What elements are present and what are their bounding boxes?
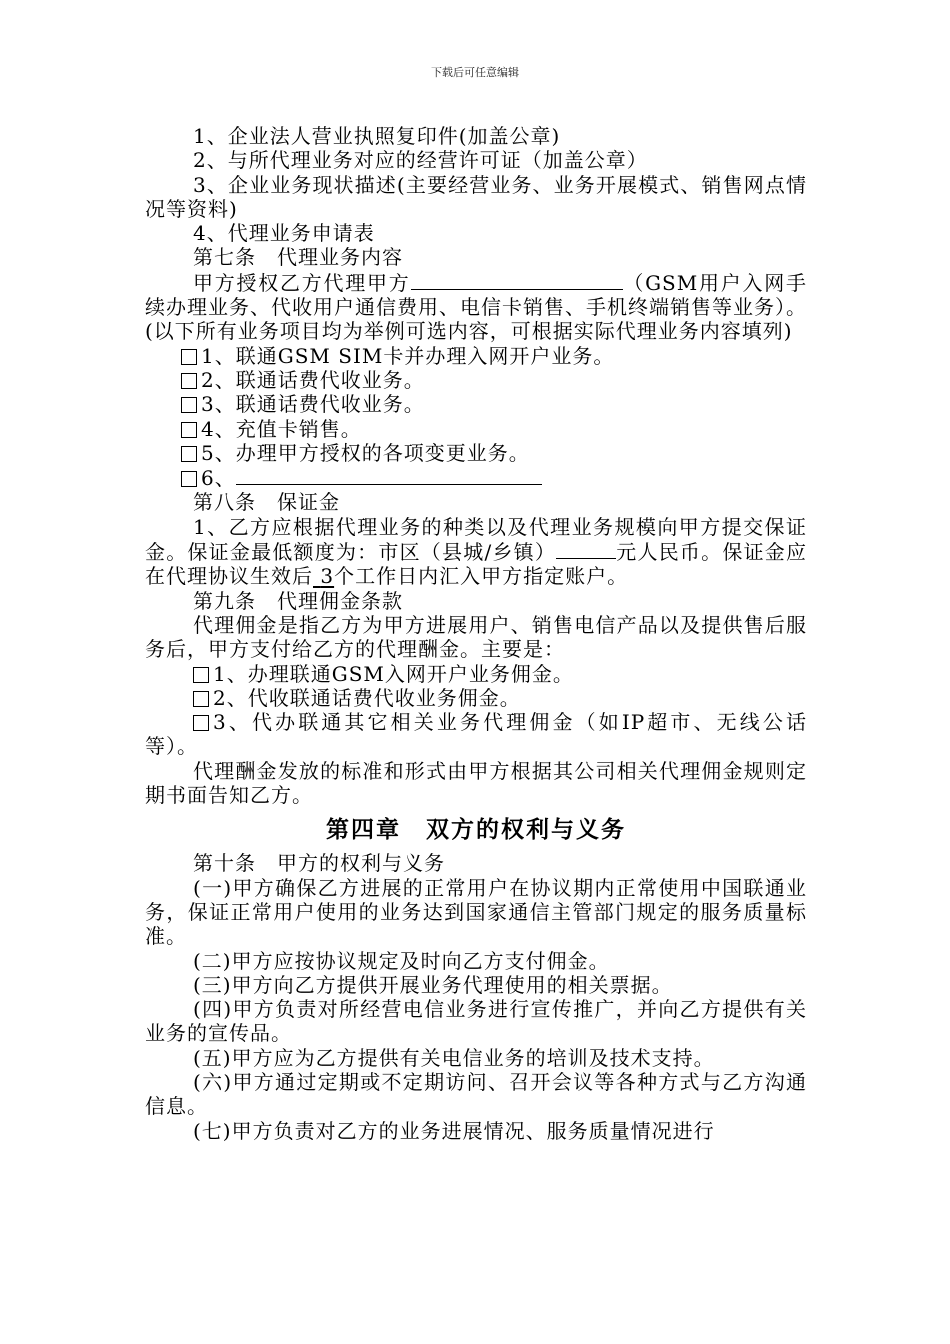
checkbox-icon (193, 691, 209, 707)
underlined-value (313, 564, 334, 588)
checkbox-label: 6、 (201, 466, 236, 491)
article-heading: 第八条 保证金 (193, 490, 340, 515)
paragraph: (七)甲方负责对乙方的业务进展情况、服务质量情况进行 (193, 1118, 715, 1143)
checkbox-item (145, 392, 807, 416)
checkbox-label: 3、联通话费代收业务。 (201, 392, 425, 417)
checkbox-item (145, 662, 807, 686)
list-item: 1、企业法人营业执照复印件(加盖公章) (193, 124, 561, 148)
checkbox-label: 4、充值卡销售。 (201, 416, 362, 441)
text: 甲方授权乙方代理甲方 (193, 270, 411, 295)
article-heading: 第十条 甲方的权利与义务 (193, 851, 445, 876)
checkbox-icon (181, 471, 197, 487)
chapter-heading: 第四章 双方的权利与义务 (326, 817, 626, 844)
checkbox-label: 5、办理甲方授权的各项变更业务。 (201, 440, 530, 465)
text: 1、乙方应根据代理业务的种类以及代理业务规模向甲方提交保证金。保证金最低额度为：市区（县城/乡镇） (145, 514, 807, 565)
checkbox-item (145, 686, 807, 710)
paragraph: 代理佣金是指乙方为甲方进展用户、销售电信产品以及提供售后服务后，甲方支付给乙方的代理酬金。主要是： (145, 612, 807, 662)
paragraph (145, 515, 807, 589)
checkbox-item (145, 368, 807, 392)
paragraph: (四)甲方负责对所经营电信业务进行宣传推广，并向乙方提供有关业务的宣传品。 (145, 997, 807, 1046)
checkbox-label: 2、代收联通话费代收业务佣金。 (213, 685, 521, 710)
checkbox-icon (181, 397, 197, 413)
page-header: 下载后可任意编辑 (431, 66, 519, 79)
checkbox-label: 1、联通GSM SIM卡并办理入网开户业务。 (201, 343, 615, 368)
document-body (145, 124, 807, 1143)
checkbox-label: 2、联通话费代收业务。 (201, 367, 425, 392)
text: 个工作日内汇入甲方指定账户。 (334, 564, 629, 589)
paragraph: (六)甲方通过定期或不定期访问、召开会议等各种方式与乙方沟通信息。 (145, 1069, 807, 1119)
checkbox-item (145, 417, 807, 441)
article-heading: 第七条 代理业务内容 (193, 245, 403, 270)
checkbox-icon (193, 667, 209, 683)
list-item: 3、企业业务现状描述(主要经营业务、业务开展模式、销售网点情况等资料) (145, 172, 807, 221)
list-item: 4、代理业务申请表 (193, 221, 375, 246)
checkbox-item (145, 710, 807, 759)
deposit-days: 3 (320, 564, 335, 589)
blank-underline (411, 270, 623, 290)
checkbox-icon (181, 422, 197, 438)
checkbox-item (145, 465, 807, 490)
paragraph (145, 270, 807, 344)
checkbox-icon (181, 373, 197, 389)
paragraph: (五)甲方应为乙方提供有关电信业务的培训及技术支持。 (193, 1045, 715, 1070)
checkbox-item (145, 344, 807, 368)
text: 元人民币。保证金应在代理协议生效后 (145, 540, 808, 589)
checkbox-icon (181, 349, 197, 365)
paragraph: (一)甲方确保乙方进展的正常用户在协议期内正常使用中国联通业务，保证正常用户使用的业务达到国家通信主管部门规定的服务质量标准。 (145, 875, 807, 949)
text: （GSM用户入网手续办理业务、代收用户通信费用、电信卡销售、手机终端销售等业务）。(以下所有业务项目均为举例可选内容，可根据实际代理业务内容填列) (145, 270, 808, 344)
list-item: 2、与所代理业务对应的经营许可证（加盖公章） (193, 148, 648, 173)
blank-underline (556, 539, 616, 559)
paragraph: (三)甲方向乙方提供开展业务代理使用的相关票据。 (193, 972, 673, 997)
checkbox-icon (193, 715, 209, 731)
checkbox-label: 3、代办联通其它相关业务代理佣金（如IP超市、无线公话等）。 (145, 710, 807, 759)
paragraph: (二)甲方应按协议规定及时向乙方支付佣金。 (193, 948, 610, 973)
blank-underline (236, 465, 542, 485)
paragraph: 代理酬金发放的标准和形式由甲方根据其公司相关代理佣金规则定期书面告知乙方。 (145, 758, 807, 808)
article-heading: 第九条 代理佣金条款 (193, 588, 403, 613)
checkbox-item (145, 441, 807, 465)
checkbox-label: 1、办理联通GSM入网开户业务佣金。 (213, 661, 574, 686)
checkbox-icon (181, 446, 197, 462)
